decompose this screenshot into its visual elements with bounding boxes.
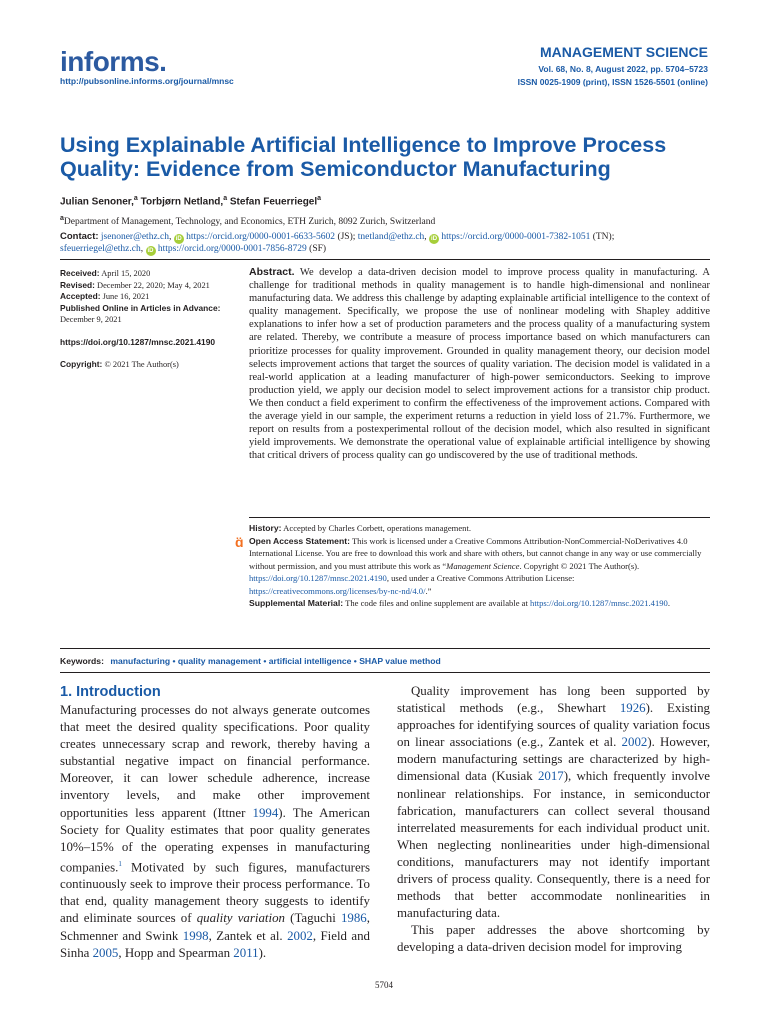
divider	[60, 648, 710, 649]
paragraph	[397, 683, 710, 922]
keyword-separator: •	[170, 656, 178, 666]
orcid-icon: iD	[431, 236, 438, 242]
text-run: ).	[258, 945, 267, 960]
contact-line-1: Contact: jsenoner@ethz.ch, iD https://orcid.org/0000-0001-6633-5602 (JS); tnetland@ethz.ch, iD https://orcid.org/0000-0001-7382-1051 (TN);	[60, 231, 615, 242]
author: Stefan Feuerriegel	[229, 196, 318, 208]
accepted-label: Accepted:	[60, 291, 101, 301]
text-run: ). Existing approaches for identifying sources of quality variation focus on linear associations (e.g., Zantek et al.	[397, 701, 710, 750]
author-initials: (TN);	[592, 232, 615, 242]
journal-name: MANAGEMENT SCIENCE	[539, 44, 708, 60]
text-run: , Schmenner and Swink	[60, 911, 370, 943]
keywords-label: Keywords:	[60, 656, 104, 666]
doi-link[interactable]: https://doi.org/10.1287/mnsc.2021.4190	[249, 573, 387, 583]
body-column-right	[397, 683, 710, 957]
informs-logo: informs.	[60, 46, 167, 77]
open-access-text: , used under a Creative Commons Attribution License:	[386, 573, 575, 583]
author-affil-sup: a	[133, 195, 138, 202]
article-meta	[235, 522, 710, 610]
text-run: Quality improvement has long been supported by statistical methods (e.g., Shewhart	[397, 684, 710, 716]
history-text: Accepted by Charles Corbett, operations management.	[283, 523, 471, 533]
divider	[60, 259, 710, 260]
open-access-text: .”	[425, 585, 432, 596]
keyword-separator: •	[351, 656, 360, 666]
open-access-icon: ɑ̈	[235, 533, 244, 550]
license-link[interactable]: https://creativecommons.org/licenses/by-nc-nd/4.0/	[249, 585, 426, 596]
volume-line: Vol. 68, No. 8, August 2022, pp. 5704–5723	[538, 64, 708, 74]
keyword-link[interactable]: manufacturing	[110, 656, 171, 666]
supplemental-end: .	[667, 598, 670, 608]
copyright-text: © 2021 The Author(s)	[104, 360, 179, 369]
orcid-link[interactable]: https://orcid.org/0000-0001-6633-5602	[186, 232, 336, 242]
text-run: , Hopp and Spearman	[118, 945, 234, 960]
body-column-left	[60, 683, 370, 962]
issn-line: ISSN 0025-1909 (print), ISSN 1526-5501 (online)	[517, 77, 708, 87]
author-list	[60, 195, 321, 207]
divider	[249, 517, 710, 518]
revised-label: Revised:	[60, 279, 95, 290]
affil-sup: a	[60, 215, 64, 222]
supplemental-label: Supplemental Material:	[249, 598, 344, 608]
author-initials: (SF)	[309, 244, 327, 254]
affiliation	[60, 215, 435, 227]
citation-link[interactable]: 2005	[92, 945, 119, 960]
orcid-icon: iD	[175, 236, 182, 242]
received-date: April 15, 2020	[101, 269, 151, 278]
keyword-link[interactable]: artificial intelligence	[268, 656, 352, 666]
doi-link[interactable]: https://doi.org/10.1287/mnsc.2021.4190	[60, 336, 216, 347]
emphasis-text: quality variation	[196, 911, 285, 926]
section-heading: 1. Introduction	[60, 684, 161, 700]
author: Torbjørn Netland,	[140, 196, 224, 208]
journal-name-italic: Management Science	[446, 560, 520, 571]
text-run: ), which frequently involve nonlinear relationships. For instance, in semiconductor fabrication, manufacturers can collect several thousand interrelated measurements for each individual product unit. When neglecting nonlinearities under high-dimensional conditions, manufacturers may not identify important drivers of process quality. Consequently, there is a need for methods that better accommodate nonlinearities in manufacturing data.	[397, 769, 711, 921]
orcid-icon: iD	[147, 248, 154, 254]
email-link[interactable]: tnetland@ethz.ch	[357, 232, 425, 242]
accepted-date: June 16, 2021	[102, 292, 150, 301]
contact-line-2: sfeuerriegel@ethz.ch, iD https://orcid.org/0000-0001-7856-8729 (SF)	[60, 244, 327, 254]
keyword-link[interactable]: quality management	[177, 656, 261, 666]
text-run: , Field and Sinha	[60, 928, 370, 960]
abstract-label: Abstract.	[249, 266, 295, 278]
published-label: Published Online in Articles in Advance:	[60, 302, 221, 313]
text-run: , Zantek et al.	[208, 928, 288, 943]
published-date: December 9, 2021	[60, 315, 122, 324]
orcid-link[interactable]: https://orcid.org/0000-0001-7856-8729	[157, 244, 307, 254]
orcid-link[interactable]: https://orcid.org/0000-0001-7382-1051	[441, 232, 591, 242]
keyword-link[interactable]: SHAP value method	[359, 656, 441, 666]
text-run: (Taguchi	[284, 911, 341, 926]
keywords	[60, 656, 441, 666]
revised-date: December 22, 2020; May 4, 2021	[97, 280, 210, 290]
footnote-link[interactable]: 1	[118, 859, 122, 868]
contact-label: Contact:	[60, 231, 99, 242]
affiliation-text: Department of Management, Technology, and Economics, ETH Zurich, 8092 Zurich, Switzerland	[63, 217, 436, 228]
open-access-text: This work is licensed under a Creative Commons Attribution-NonCommercial-NoDerivatives 4.0 International License. You are free to download this work and share with others, but cannot change in any way or use commercially without permission, and you must attribute this work as “	[249, 535, 702, 571]
citation-link[interactable]: 1986	[340, 911, 367, 926]
citation-link[interactable]: 2017	[537, 769, 564, 784]
article-dates	[60, 268, 235, 371]
citation-link[interactable]: 2002	[287, 928, 313, 943]
supplemental-link[interactable]: https://doi.org/10.1287/mnsc.2021.4190	[530, 598, 668, 608]
paragraph	[60, 702, 370, 962]
email-link[interactable]: jsenoner@ethz.ch	[100, 232, 170, 242]
abstract	[249, 266, 710, 462]
abstract-text: We develop a data-driven decision model to improve process quality in manufacturing. A challenge for traditional methods in quality management is to handle high-dimensional and nonlinear manufacturing data. We address this challenge by adapting explainable artificial intelligence to the context of quality management. Specifically, we propose the use of nonlinear modeling with Shapley additive explanations to infer how a set of production parameters and the process quality of a manufacturing system are related. Thereby, we contribute a measure of process importance based on which manufacturers can prioritize processes for quality improvement. Grounded in quality management theory, our decision model selects improvement actions that target the sources of quality variation. The decision model is validated in a real-world application at a leading manufacturer of high-power semiconductors. Seeking to improve production yield, we apply our decision model to select improvement actions for a transistor chip product. We then conduct a field experiment to confirm the effectiveness of the improvement actions. Compared with the average yield in our sample, the experiment returns a reduction in yield loss of 21.7%. Furthermore, we report on results from a postexperimental rollout of the decision model, which also resulted in significant yield improvements. We demonstrate the operational value of explainable artificial intelligence by showing that critical drivers of process quality can go undiscovered by the use of traditional methods.	[249, 267, 711, 462]
history-label: History:	[249, 523, 282, 533]
open-access-text: . Copyright © 2021 The Author(s).	[519, 560, 640, 571]
author-initials: (JS);	[337, 232, 356, 242]
author-affil-sup: a	[317, 195, 322, 202]
copyright-label: Copyright:	[60, 359, 103, 369]
text-run: ). However, modern manufacturing settings are characterized by high-dimensional data (Kusiak	[397, 735, 710, 784]
author-affil-sup: a	[223, 195, 228, 202]
page-number: 5704	[375, 980, 393, 990]
supplemental-material	[249, 597, 710, 610]
email-link[interactable]: sfeuerriegel@ethz.ch	[60, 244, 141, 254]
text-run: Motivated by such figures, manufacturers continuously seek to improve their process performance. To that end, quality management theory suggests to identify and eliminate sources of	[60, 860, 370, 926]
paragraph: This paper addresses the above shortcoming by developing a data-driven decision model for improving	[397, 923, 710, 955]
received-label: Received:	[60, 268, 100, 278]
citation-link[interactable]: 2011	[233, 945, 259, 960]
journal-url-link[interactable]: http://pubsonline.informs.org/journal/mnsc	[60, 76, 234, 86]
citation-link[interactable]: 1998	[182, 928, 209, 943]
supplemental-text: The code files and online supplement are available at	[345, 598, 528, 608]
citation-link[interactable]: 1926	[619, 701, 646, 716]
keyword-separator: •	[260, 656, 269, 666]
text-run: ). The American Society for Quality estimates that poor quality generates 10%–15% of the operating expenses in manufacturing companies.	[60, 805, 370, 875]
text-run: Manufacturing processes do not always generate outcomes that meet the desired quality specifications. Poor quality creates unnecessary scrap and rework, thereby having a substantial negative impact on financial performance. Moreover, it can lower schedule adherence, increase inventory levels, and make other improvement opportunities less apparent (Ittner	[60, 703, 370, 820]
article-title: Using Explainable Artificial Intelligence to Improve Process Quality: Evidence from Semiconductor Manufacturing	[60, 133, 667, 181]
open-access-statement	[235, 533, 710, 598]
open-access-label: Open Access Statement:	[249, 535, 350, 546]
citation-link[interactable]: 1994	[252, 805, 279, 820]
author: Julian Senoner,	[60, 196, 134, 208]
citation-link[interactable]: 2002	[621, 735, 648, 750]
divider	[60, 672, 710, 673]
